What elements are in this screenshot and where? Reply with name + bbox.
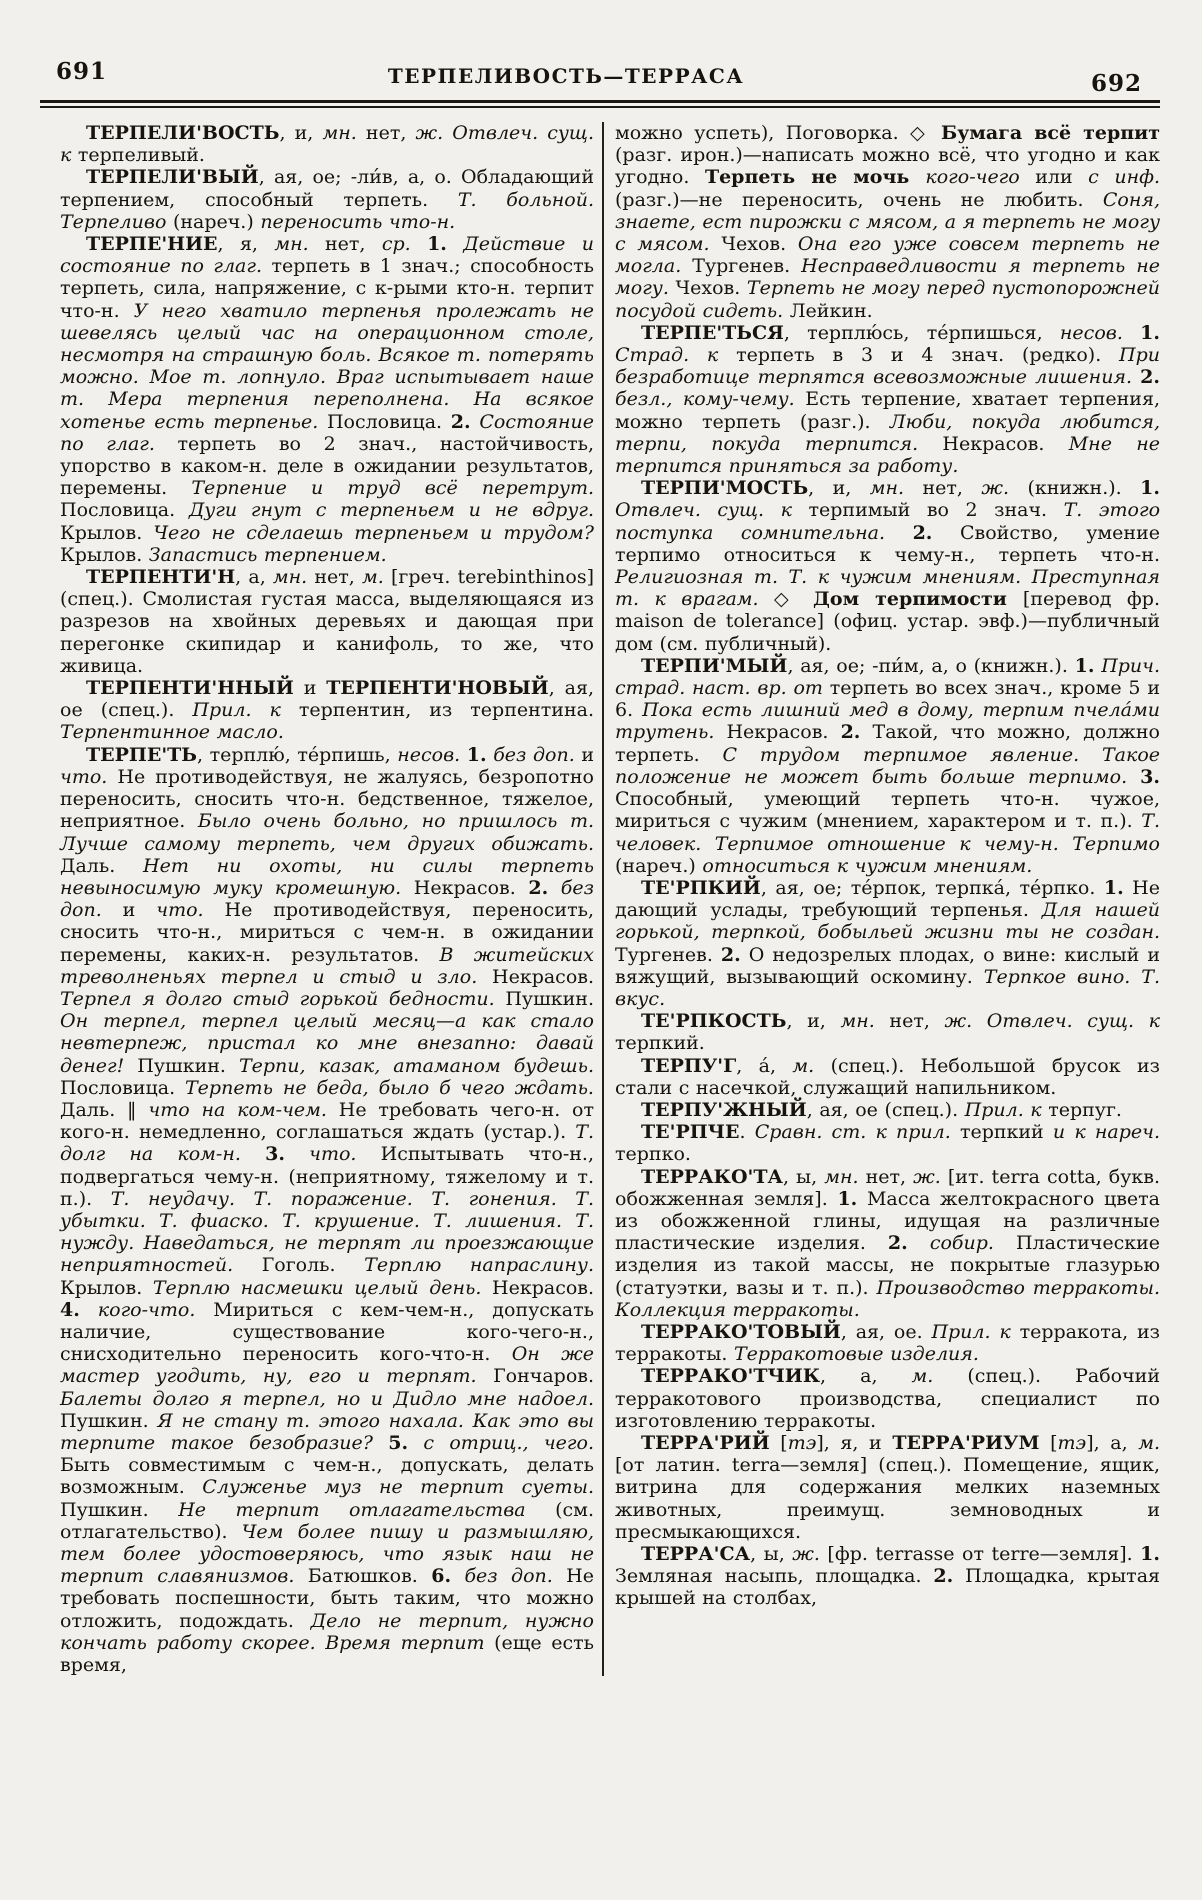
text-segment: ср. <box>381 233 411 256</box>
text-segment: Страд. к <box>615 344 737 367</box>
text-segment <box>447 233 463 255</box>
text-segment: ТЕРРА'РИЙ <box>641 1431 770 1454</box>
text-segment: , ая, ое; -пи́м, а, о (книжн.). <box>787 654 1075 677</box>
text-segment: Некрасов. <box>726 721 841 744</box>
text-segment: Дело не терпит, нужно кончать работу скорее. Время терпит <box>60 1609 594 1654</box>
text-segment: Батюшков. <box>307 1565 432 1588</box>
text-segment: (еще есть время, <box>60 1631 594 1677</box>
text-segment: 2. <box>840 721 861 744</box>
header-double-rule <box>40 100 1160 108</box>
text-segment: (спец.). Рабочий терракотового производства, специалист по изготовлению терракоты. <box>615 1365 1160 1432</box>
text-segment: что. <box>60 765 108 788</box>
text-segment: Быть совместимым с чем-н., допускать, делать возможным. <box>60 1454 594 1499</box>
text-segment: У него хватило терпенья пролежать не шевелясь целый час на операционном столе, несмотря на страшную боль. Всякое т. потерять можно. Мое т. лопнуло. Враг испытывает наше т. Мера терпения переполнена. На всякое хотенье есть терпенье. <box>60 299 594 433</box>
text-segment: или <box>1019 166 1089 189</box>
text-segment: (разг. ирон.)—написать можно всё, что угодно и как угодно. <box>615 144 1160 189</box>
text-segment: Не требовать поспешности, быть таким, что можно отложить, подождать. <box>60 1565 594 1632</box>
text-segment: [перевод фр. maison de tolerance] (офиц. устар. эвф.)—публичный дом (см. публичный). <box>615 588 1160 655</box>
text-segment: , ая, ое (спец.). <box>806 1098 965 1121</box>
text-segment: ТЕРПЕ'ТЬ <box>86 743 197 766</box>
text-segment: Пушкин. <box>60 1409 158 1432</box>
text-segment: переносить что-н. <box>260 210 456 233</box>
text-segment: нет, <box>858 1165 914 1188</box>
text-segment: нет, <box>307 566 363 589</box>
text-segment: Отвлеч. сущ. к <box>615 499 809 522</box>
text-segment: Пословица. <box>326 410 451 433</box>
text-segment <box>285 1143 309 1165</box>
text-segment: ТЕРРА'СА <box>641 1543 751 1565</box>
text-segment: [ <box>769 1431 788 1454</box>
text-segment: 4. <box>60 1298 80 1321</box>
text-segment: ], я, и <box>816 1431 893 1454</box>
text-segment: Религиозная т. Т. к чужим мнениям. Преступная т. к врагам. <box>615 566 1160 611</box>
text-segment: Терпеть не могу перед пустопорожней посудой сидеть. <box>615 277 1160 322</box>
text-segment <box>460 744 467 766</box>
text-segment: собир. <box>929 1232 994 1255</box>
text-segment: (нареч.) <box>615 854 703 877</box>
text-segment: 1. <box>1140 1543 1161 1565</box>
page-number-right: 692 <box>1090 70 1142 97</box>
text-segment: , я, <box>217 233 275 256</box>
text-segment: [от латин. terra—земля] (спец.). Помещение, ящик, витрина для содержания мелких наземных животных, преимущ. земноводных и пресмыкающихся. <box>615 1454 1160 1543</box>
text-segment: 2. <box>912 521 933 544</box>
dictionary-entry-right-4 <box>615 877 1160 1010</box>
text-segment: Служенье муз не терпит суеты. <box>202 1476 595 1499</box>
text-segment: (нареч.) <box>172 210 261 233</box>
text-segment: ж. <box>913 1165 941 1188</box>
text-segment: Мне не терпится приняться за работу. <box>615 432 1160 478</box>
text-segment: терпеть во 2 знач., настойчивость, упорство в каком-н. деле в ожидании результатов, перемены. <box>60 432 594 500</box>
text-segment: Состояние по глаг. <box>60 410 594 455</box>
text-segment: ТЕРРАКО'ТЧИК <box>641 1365 821 1388</box>
text-segment: , терплю́сь, те́рпишься, <box>783 321 1060 344</box>
text-segment: , ая, ое; те́рпок, терпка́, те́рпко. <box>760 876 1104 899</box>
text-segment: ТЕРПУ'ЖНЫЙ <box>641 1098 807 1121</box>
text-segment: несов. <box>397 743 461 766</box>
text-segment: безл., кому-чему. <box>615 388 795 411</box>
dictionary-entry-left-0 <box>60 122 594 166</box>
text-segment: ТЕРПИ'МОСТЬ <box>641 477 809 500</box>
text-segment <box>241 1143 265 1165</box>
text-segment: Некрасов. <box>942 432 1069 455</box>
dictionary-entry-left-5 <box>60 744 594 1677</box>
text-segment: терпкий <box>959 1121 1053 1144</box>
text-segment: с инф. <box>1088 166 1160 189</box>
text-segment: Терракотовые изделия. <box>733 1343 979 1366</box>
text-segment: Несправедливости я терпеть не могу. <box>615 255 1160 300</box>
text-segment: кого-что. <box>97 1298 196 1321</box>
text-segment: Запастись терпением. <box>148 543 387 566</box>
text-segment: , а́, <box>736 1054 793 1077</box>
text-segment: Испытывать что-н., подвергаться чему-н. (неприятному, тяжелому и т. п.). <box>60 1143 594 1210</box>
text-segment: Дуги гнут с терпеньем и не вдруг. <box>188 499 594 522</box>
text-segment: Т. неудачу. Т. поражение. Т. гонения. Т. убытки. Т. фиаско. Т. крушение. Т. лишения. Т. нужду. Наведаться, не терпят ли проезжающие неприятностей. <box>60 1187 594 1277</box>
text-segment: м. <box>1138 1431 1160 1454</box>
text-segment: терпентин, из терпентина. <box>298 699 594 722</box>
text-segment: терпимый во 2 знач. <box>808 499 1064 522</box>
text-segment: Терпентинное масло. <box>60 721 284 744</box>
text-segment: терпеть в 3 и 4 знач. (редко). <box>736 344 1120 367</box>
dictionary-entry-right-1 <box>615 322 1160 477</box>
text-segment: Пословица. <box>60 1076 185 1099</box>
text-segment: ТЕРПЕНТИ'ННЫЙ <box>86 677 294 700</box>
text-segment: , ая, ое; -ли́в, а, о. Обладающий терпением, способный терпеть. <box>60 166 594 211</box>
text-segment: Прич. страд. наст. вр. от <box>615 654 1161 700</box>
dictionary-entry-left-3 <box>60 566 594 677</box>
text-segment: (спец.). Небольшой брусок из стали с насечкой, служащий напильником. <box>615 1054 1160 1099</box>
text-segment: О недозрелых плодах, о вине: кислый и вяжущий, вызывающий оскомину. <box>615 943 1160 988</box>
text-segment: Есть терпение, хватает терпения, можно терпеть (разг.). <box>615 388 1160 433</box>
text-segment: нет, <box>874 1010 945 1033</box>
text-segment: нет, <box>904 477 982 500</box>
text-segment: 3. <box>265 1143 285 1166</box>
text-segment: 2. <box>887 1232 908 1255</box>
text-segment: 1. <box>1103 876 1124 899</box>
text-segment: и к нареч. <box>1052 1121 1160 1144</box>
text-segment: ТЕРПУ'Г <box>641 1054 737 1077</box>
text-segment: Не терпит отлагательства <box>178 1498 556 1521</box>
text-segment: 2. <box>528 876 549 899</box>
text-segment: ТЕРПЕЛИ'ВЫЙ <box>86 166 259 189</box>
text-segment: что на ком-чем. <box>148 1098 327 1121</box>
text-segment: Соня, знаете, ест пирожки с мясом, а я терпеть не могу с мясом. <box>615 188 1160 256</box>
text-segment: 1. <box>1140 477 1160 500</box>
text-segment: Прил. к <box>192 699 299 722</box>
text-segment: , и, <box>808 477 870 500</box>
text-segment: Он же мастер угодить, ну, его и терпят. <box>60 1343 594 1388</box>
text-segment: ж. Отвлеч. сущ. к <box>944 1010 1160 1033</box>
text-segment: ТЕРРАКО'ТОВЫЙ <box>641 1320 841 1343</box>
text-segment: Крылов. <box>60 543 149 566</box>
text-segment: ◇ <box>774 588 814 611</box>
text-segment: ТЕРПЕЛИ'ВОСТЬ <box>86 122 280 144</box>
text-segment: тэ <box>1057 1431 1087 1454</box>
text-segment: Терпение и труд всё перетрут. <box>191 477 594 500</box>
text-segment: 3. <box>1140 765 1160 788</box>
text-segment: Он терпел, терпел целый месяц—а как стало невтерпеж, пристал ко мне внезапно: давай денег! <box>60 1010 594 1077</box>
text-segment: Чехов. <box>675 277 747 300</box>
text-segment: (книжн.). <box>1009 477 1141 500</box>
text-segment: можно успеть), Поговорка. ◇ <box>615 122 942 144</box>
text-segment: терпуг. <box>1048 1098 1122 1121</box>
dictionary-entry-left-4 <box>60 677 594 744</box>
text-segment: Крылов. <box>60 1276 153 1299</box>
text-segment: нет, <box>356 122 416 144</box>
text-segment: Чего не сделаешь терпеньем и трудом? <box>153 521 594 544</box>
text-segment <box>548 877 561 899</box>
text-segment: Некрасов. <box>492 1276 595 1299</box>
text-segment: Даль. <box>60 854 143 877</box>
text-segment <box>408 1432 423 1454</box>
text-segment: Балеты долго я терпел, но и Дидло мне надоел. <box>60 1387 594 1410</box>
text-segment: [греч. terebinthinos] (спец.). Смолистая густая масса, выделяющаяся из разрезов на хвойных деревьях и дающая при перегонке скипидар и канифоль, то же, что живица. <box>60 566 594 677</box>
text-segment: Чехов. <box>721 233 798 256</box>
text-segment: 2. <box>933 1565 954 1588</box>
text-segment: нет, <box>308 233 382 256</box>
text-segment: Мириться с кем-чем-н., допускать наличие, существование кого-чего-н., снисходительно переносить кого-что-н. <box>60 1298 594 1366</box>
text-segment: терпкий. <box>615 1032 705 1055</box>
text-segment: тэ <box>787 1431 817 1454</box>
text-segment: и <box>293 677 327 700</box>
text-segment: С трудом терпимое явление. Такое положение не может быть больше терпимо. <box>615 743 1160 788</box>
text-segment <box>411 233 427 255</box>
text-segment: Т. долг на ком-н. <box>60 1121 594 1166</box>
text-segment: Я не стану т. этого нахала. Как это вы терпите такое безобразие? <box>60 1409 594 1454</box>
text-segment: 2. <box>720 943 741 966</box>
text-segment: При безработице терпятся всевозможные лишения. <box>615 344 1161 389</box>
text-segment: Гончаров. <box>493 1365 594 1388</box>
dictionary-entry-right-12 <box>615 1432 1160 1543</box>
text-segment: Т. больной. Терпеливо <box>60 188 594 233</box>
text-segment: Не противодействуя, переносить, сносить что-н., мириться с чем-н. в ожидании перемены, каких-н. результатов. <box>60 899 594 966</box>
text-segment: 5. <box>388 1431 409 1454</box>
text-segment: Терпеть не мочь <box>704 166 926 189</box>
text-segment: Свойство, умение терпимо относиться к чему-н., терпеть что-н. <box>615 521 1160 566</box>
text-segment: ТЕРПЕ'ТЬСЯ <box>641 321 784 344</box>
text-segment: ТЕ'РПКОСТЬ <box>641 1010 787 1033</box>
text-segment: Терплю насмешки целый день. <box>152 1276 493 1299</box>
text-segment: , терплю́, те́рпишь, <box>196 743 398 766</box>
text-segment: 6. <box>431 1565 452 1588</box>
text-segment: Пластические изделия из такой массы, не покрытые глазурью (статуэтки, вазы и т. п.). <box>615 1232 1160 1299</box>
text-segment: без доп. <box>60 876 594 922</box>
text-segment: Т. человек. Терпимое отношение к чему-н. Терпимо <box>615 810 1160 855</box>
text-segment: Терпи, казак, атаманом будешь. <box>238 1054 594 1077</box>
dictionary-entry-right-6 <box>615 1055 1160 1099</box>
text-segment: Пока есть лишний мед в дому, терпим пчела́ми трутень. <box>615 699 1160 744</box>
text-segment: Такой, что можно, должно терпеть. <box>615 721 1160 766</box>
column-divider <box>602 122 604 1676</box>
text-segment: Т. этого поступка сомнительна. <box>615 499 1161 544</box>
text-segment: терракота, из терракоты. <box>615 1320 1161 1366</box>
text-segment: Тургенев. <box>692 255 802 278</box>
text-segment: , и, <box>279 122 323 144</box>
text-segment: Некрасов. <box>492 965 594 988</box>
text-segment: мн. <box>840 1010 875 1033</box>
text-segment: терпеливый. <box>77 144 205 167</box>
text-segment: кого-чего <box>925 166 1020 189</box>
dictionary-entry-right-3 <box>615 655 1160 877</box>
text-segment: Терпеть не беда, было б чего ждать. <box>185 1076 594 1099</box>
text-segment: Крылов. <box>60 521 154 544</box>
text-segment: Терпкое вино. Т. вкус. <box>615 965 1160 1010</box>
text-segment: ТЕРРА'РИУМ <box>892 1431 1040 1454</box>
dictionary-entry-right-11 <box>615 1365 1160 1432</box>
text-columns <box>60 122 1160 1676</box>
text-segment: (см. отлагательство). <box>60 1498 594 1543</box>
text-segment: ТЕРПИ'МЫЙ <box>641 654 788 677</box>
text-segment: Бумага всё терпит <box>941 122 1160 144</box>
text-segment: терпко. <box>615 1143 691 1166</box>
text-segment: Прил. к <box>964 1098 1049 1121</box>
text-segment: ТЕ'РПЧЕ <box>641 1121 740 1144</box>
text-segment: [фр. terrasse от terre—земля]. <box>819 1543 1141 1565</box>
dictionary-entry-right-8 <box>615 1121 1160 1165</box>
text-segment: , а, <box>235 566 273 589</box>
text-segment: мн. <box>824 1165 859 1188</box>
text-segment: 1. <box>466 743 487 766</box>
text-segment: Пушкин. <box>60 1498 179 1521</box>
text-segment: мн. <box>869 477 905 500</box>
text-segment: ТЕРПЕНТИ'НОВЫЙ <box>326 677 549 700</box>
text-segment: [ит. terra cotta, букв. обожженная земля]. <box>615 1165 1161 1210</box>
text-segment: Прил. к <box>931 1320 1020 1343</box>
dictionary-entry-right-2 <box>615 477 1160 655</box>
text-segment <box>908 1232 930 1254</box>
text-segment: [ <box>1039 1431 1058 1454</box>
text-segment: Способный, умеющий терпеть что-н. чужое, мириться с чужим (мнением, характером и т. п.). <box>615 788 1160 833</box>
text-segment: что. <box>156 899 204 922</box>
text-segment: несов. <box>1059 321 1123 344</box>
text-segment: ж. <box>981 477 1010 500</box>
text-segment: 1. <box>427 233 447 256</box>
text-segment: ТЕРПЕ'НИЕ <box>86 233 218 256</box>
text-segment: 2. <box>1140 366 1160 389</box>
right-column <box>615 122 1160 1676</box>
text-segment: что. <box>309 1143 357 1166</box>
dictionary-entry-right-10 <box>615 1321 1160 1365</box>
text-segment: Не дающий услады, требующий терпенья. <box>615 876 1160 922</box>
left-column <box>60 122 594 1676</box>
text-segment: , ы, <box>782 1165 825 1188</box>
text-segment <box>1123 322 1140 344</box>
dictionary-entry-right-5 <box>615 1010 1160 1054</box>
dictionary-entry-right-7 <box>615 1099 1160 1121</box>
text-segment: Не требовать чего-н. от кого-н. немедленно, соглашаться ждать (устар.). <box>60 1098 594 1144</box>
text-segment: Пушкин. <box>137 1054 239 1077</box>
text-segment: 1. <box>1140 321 1161 344</box>
text-segment: мн. <box>274 233 309 256</box>
text-segment: , ы, <box>750 1543 793 1565</box>
text-segment: ТЕРПЕНТИ'Н <box>86 566 236 589</box>
dictionary-entry-left-2 <box>60 233 594 566</box>
text-segment: Сравн. ст. к прил. <box>754 1121 960 1144</box>
text-segment: 2. <box>450 410 471 433</box>
text-segment: мн. <box>322 122 357 144</box>
text-segment: Не противодействуя, не жалуясь, безропотно переносить, сносить что-н. бедственное, тяжелое, неприятное. <box>60 765 594 833</box>
text-segment: , а, <box>820 1365 912 1388</box>
text-segment: и <box>574 743 594 766</box>
text-segment: В житейских треволненьях терпел и стыд и зло. <box>60 943 594 988</box>
text-segment: Производство терракоты. Коллекция терракоты. <box>615 1276 1160 1321</box>
text-segment: , ая, ое (спец.). <box>60 677 594 722</box>
text-segment: (разг.)—не переносить, очень не любить. <box>615 188 1103 211</box>
text-segment: , ая, ое. <box>840 1320 932 1343</box>
dictionary-entry-right-13 <box>615 1543 1160 1610</box>
text-segment: и <box>101 899 157 922</box>
text-segment: Дом терпимости <box>813 588 1023 611</box>
text-segment: без доп. <box>493 743 575 766</box>
text-segment: без доп. <box>464 1565 553 1588</box>
dictionary-entry-right-0 <box>615 122 1160 322</box>
text-segment: , и, <box>786 1010 841 1033</box>
text-segment: м. <box>362 566 384 589</box>
text-segment: Земляная насыпь, площадка. <box>615 1565 934 1588</box>
text-segment: Терпел я долго стыд горькой бедности. <box>60 987 506 1010</box>
text-segment: терпеть во всех знач., кроме 5 и 6. <box>615 677 1160 722</box>
text-segment: Тургенев. <box>615 943 721 966</box>
text-segment: м. <box>911 1365 934 1388</box>
text-segment: ТЕ'РПКИЙ <box>641 876 761 899</box>
text-segment: относиться к чужим мнениям. <box>702 854 1033 877</box>
text-segment: Даль. ‖ <box>60 1098 149 1121</box>
text-segment: Она его уже совсем терпеть не могла. <box>615 233 1160 278</box>
page-header <box>56 58 1142 98</box>
text-segment: терпеть в 1 знач.; способность терпеть, сила, напряжение, с к-рыми кто-н. терпит что-н. <box>60 255 595 322</box>
text-segment: Лейкин. <box>789 299 873 322</box>
text-segment: Гоголь. <box>261 1254 365 1277</box>
text-segment: мн. <box>272 566 308 589</box>
text-segment: Терплю напраслину. <box>364 1254 594 1277</box>
text-segment <box>451 1565 464 1587</box>
page-number-left: 691 <box>56 58 108 85</box>
text-segment: с отриц., чего. <box>423 1431 594 1454</box>
text-segment: 1. <box>837 1187 858 1210</box>
text-segment <box>80 1299 98 1321</box>
running-title: ТЕРПЕЛИВОСТЬ—ТЕРРАСА <box>387 64 745 88</box>
text-segment: 1. <box>1074 654 1095 677</box>
text-segment: . <box>739 1121 755 1144</box>
text-segment: Чем более пишу и размышляю, тем более удостоверяюсь, что язык наш не терпит славянизмов. <box>60 1520 594 1588</box>
text-segment: ТЕРРАКО'ТА <box>641 1165 783 1188</box>
text-segment: ж. Отвлеч. сущ. к <box>60 122 594 167</box>
text-segment: Пословица. <box>60 499 189 522</box>
dictionary-entry-right-9 <box>615 1166 1160 1321</box>
text-segment: Люби, покуда любится, терпи, покуда терпится. <box>615 410 1160 455</box>
text-segment: ], а, <box>1086 1431 1139 1454</box>
text-segment: Действие и состояние по глаг. <box>60 233 595 278</box>
text-segment: Некрасов. <box>413 876 529 899</box>
dictionary-entry-left-1 <box>60 166 594 233</box>
text-segment: Нет ни охоты, ни силы терпеть невыносимую муку кромешную. <box>60 854 594 899</box>
text-segment: м. <box>792 1054 815 1077</box>
text-segment: ж. <box>792 1543 820 1565</box>
text-segment: Для нашей горькой, терпкой, бобыльей жизни ты не создан. <box>615 899 1160 944</box>
text-segment: Пушкин. <box>505 987 594 1010</box>
text-segment: Было очень больно, но пришлось т. Лучше самому терпеть, чем других обижать. <box>60 810 594 855</box>
text-segment: Масса желтокрасного цвета из обожженной глины, идущая на различные пластические изделия. <box>615 1187 1160 1255</box>
text-segment: Площадка, крытая крышей на столбах, <box>615 1565 1161 1610</box>
